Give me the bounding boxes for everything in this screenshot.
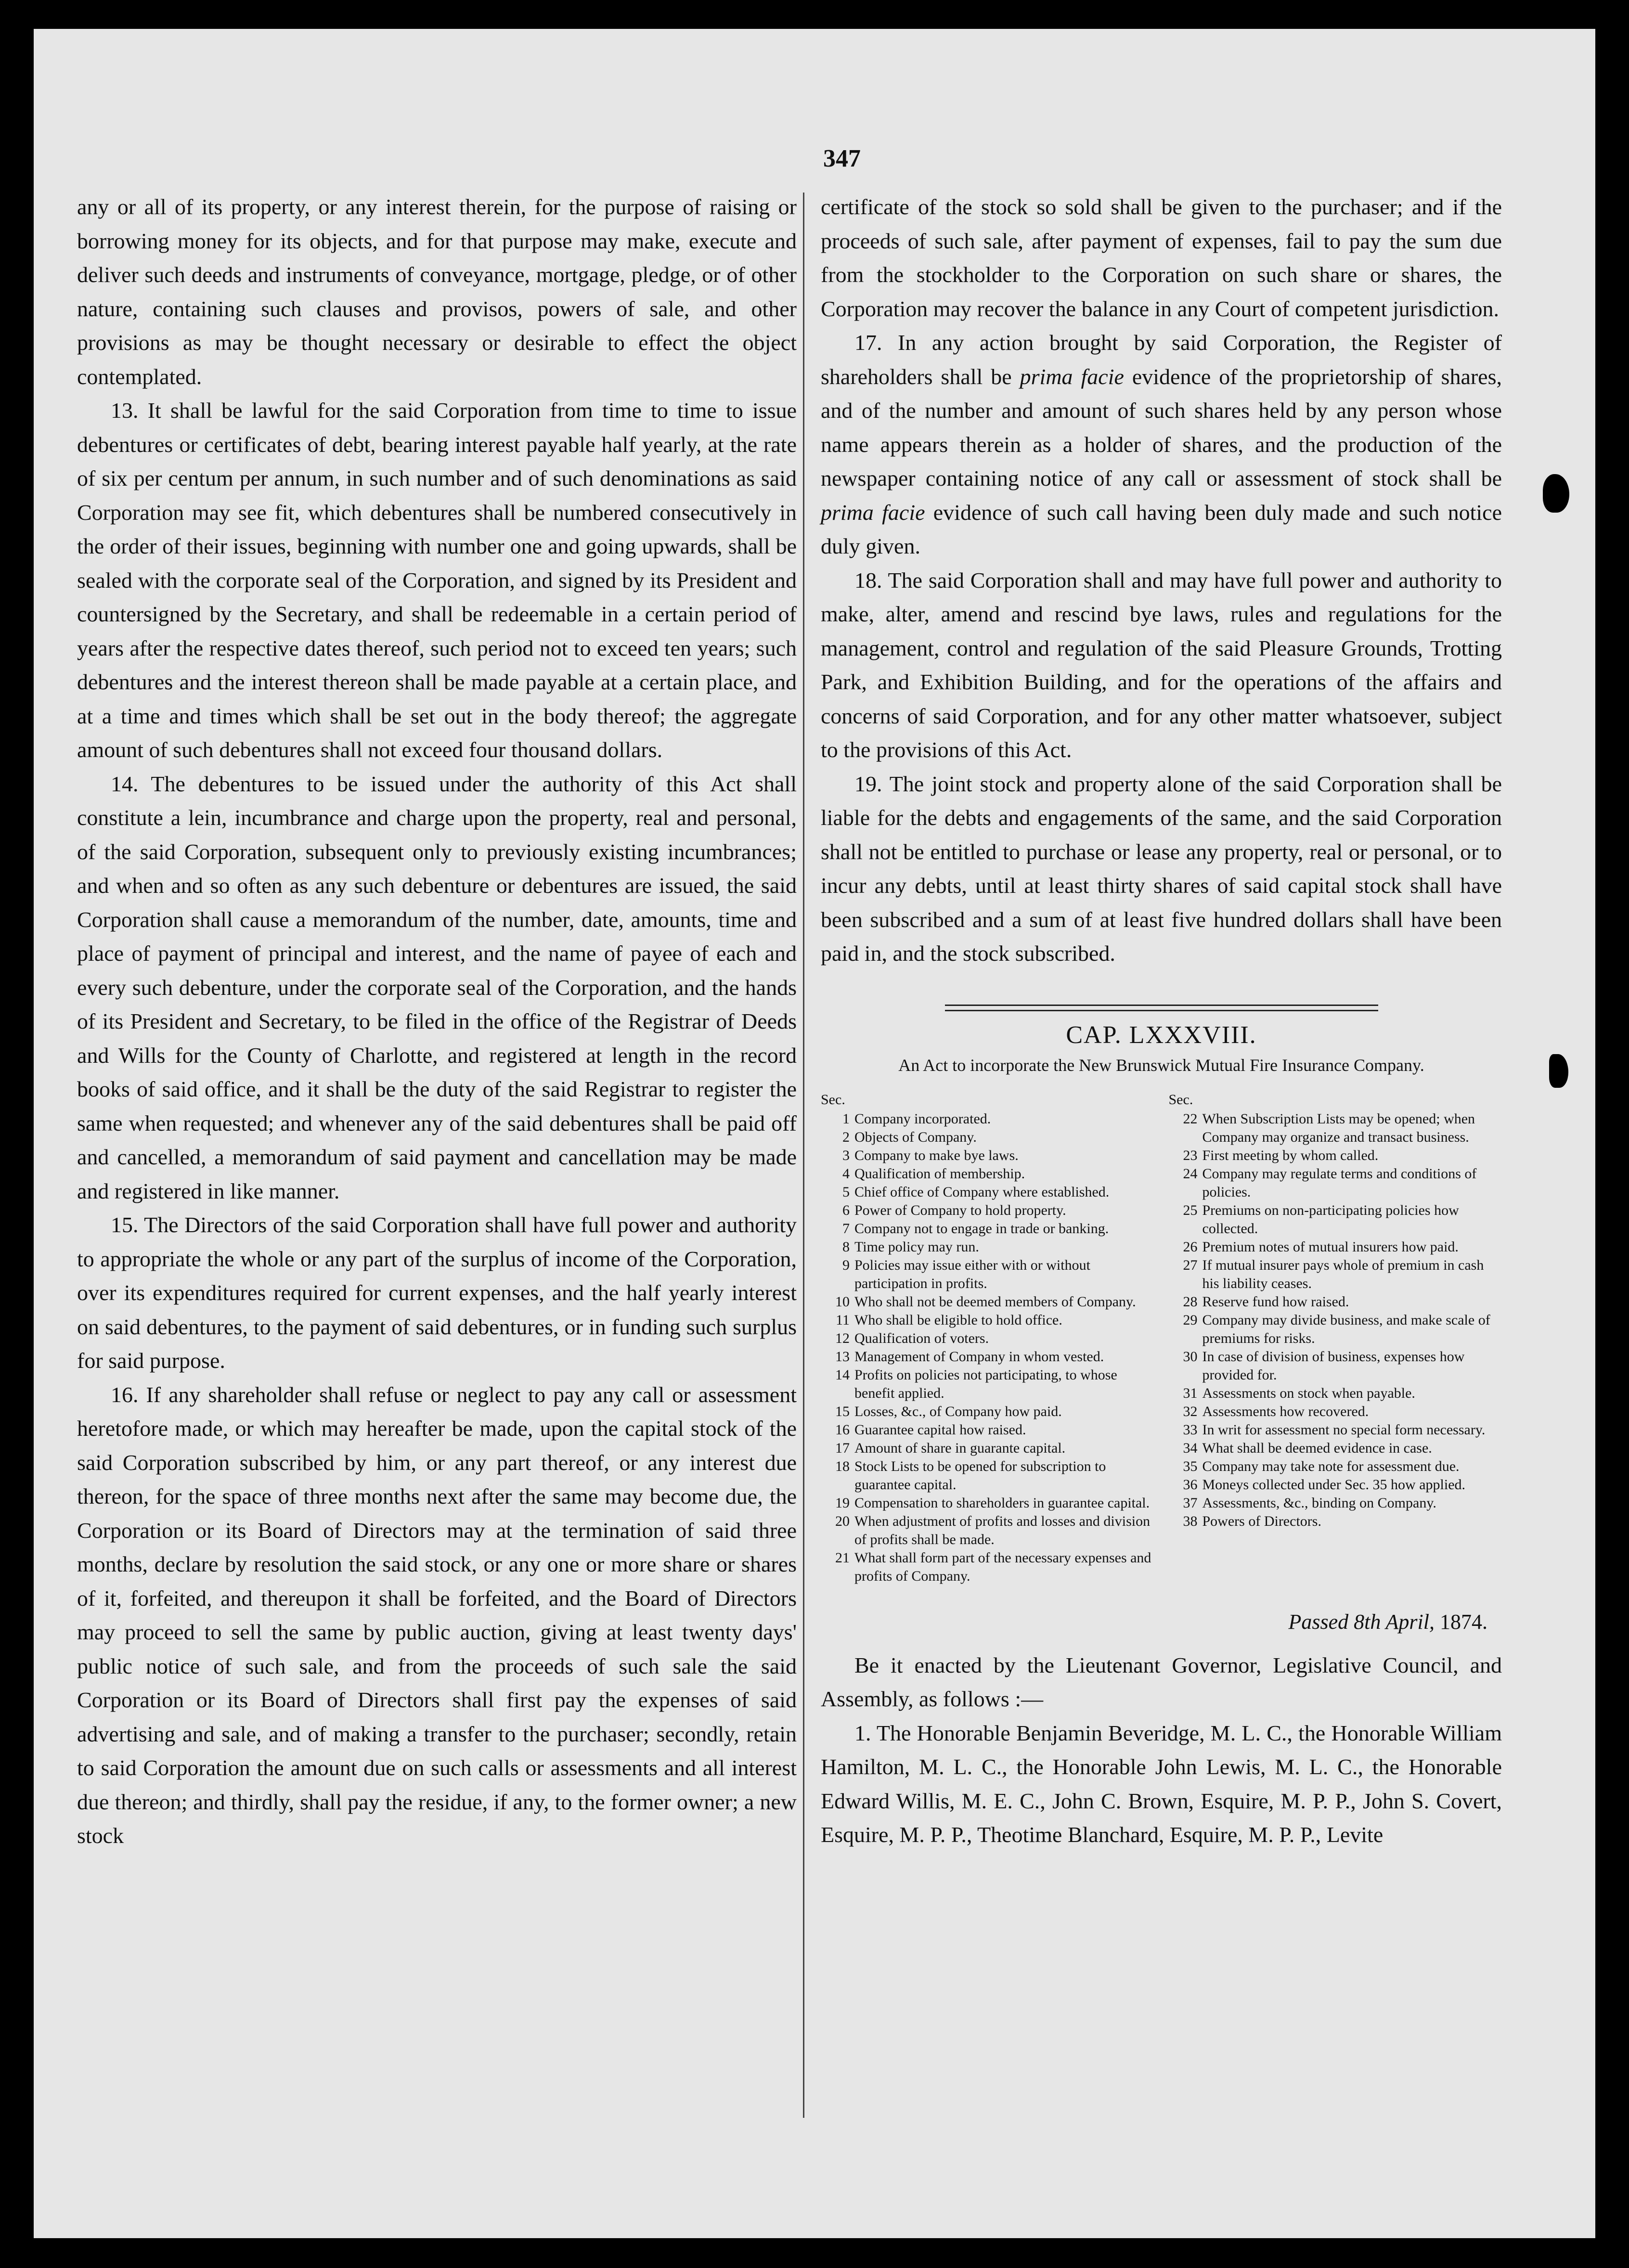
section-index-title: Stock Lists to be opened for subscription to guarantee capital. — [854, 1458, 1106, 1493]
section-19: 19. The joint stock and property alone of the said Corporation shall be liable for the debts and engagements of the same, and the said Corporation shall not be entitled to purchase or lease any property, real or personal, or to incur any debts, until at least thirty shares of said capital stock shall have been subscribed and a sum of at least five hundred dollars shall have been paid in, and the stock subscribed. — [821, 771, 1502, 966]
section-index-item — [821, 1201, 1154, 1220]
section-index-title: Amount of share in guarante capital. — [854, 1440, 1066, 1456]
section-17-part-b: evidence of the proprietorship of shares, and of the number and amount of such shares held by any person whose name appears therein as a holder of shares, and the production of the newspaper containing notice of any call or assessment of stock shall be — [821, 364, 1502, 490]
section-index-header: Sec. — [1168, 1091, 1193, 1108]
section-index-item — [821, 1494, 1154, 1512]
section-index-number: 25 — [1183, 1202, 1198, 1218]
section-index-number: 7 — [842, 1220, 850, 1237]
section-index-title: Assessments, &c., binding on Company. — [1202, 1495, 1436, 1511]
section-index-title: When Subscription Lists may be opened; when Company may organize and transact business. — [1202, 1110, 1475, 1145]
section-index-item — [821, 1147, 1154, 1165]
section-index-item — [821, 1348, 1154, 1366]
section-index-title: Who shall be eligible to hold office. — [854, 1312, 1062, 1328]
section-index-title: Time policy may run. — [854, 1238, 979, 1255]
section-index-item — [1169, 1494, 1502, 1512]
section-index-item — [821, 1220, 1154, 1238]
section-index-number: 16 — [835, 1421, 850, 1438]
section-index-number: 33 — [1183, 1421, 1198, 1438]
section-index-item — [821, 1457, 1154, 1494]
section-index-number: 23 — [1183, 1147, 1198, 1163]
section-17-part-c: evidence of such call having been duly made and such notice duly given. — [821, 500, 1502, 558]
section-index-item — [821, 1293, 1154, 1311]
section-index-number: 8 — [842, 1238, 850, 1255]
double-rule-divider — [945, 1005, 1378, 1011]
right-column — [821, 190, 1502, 1852]
prima-facie-2: prima facie — [821, 500, 925, 525]
section-index — [821, 1091, 1502, 1585]
section-index-number: 14 — [835, 1366, 850, 1383]
section-index-title: Company to make bye laws. — [854, 1147, 1019, 1163]
section-index-number: 30 — [1183, 1348, 1198, 1365]
section-index-title: Powers of Directors. — [1202, 1513, 1321, 1529]
section-index-title: What shall be deemed evidence in case. — [1202, 1440, 1432, 1456]
section-index-title: Objects of Company. — [854, 1129, 977, 1145]
section-index-item — [1169, 1476, 1502, 1494]
section-index-title: Premiums on non-participating policies how collected. — [1202, 1202, 1459, 1237]
section-14: 14. The debentures to be issued under the authority of this Act shall constitute a lein, incumbrance and charge upon the property, real and personal, of the said Corporation, subsequent only to previously existing incumbrances; and when and so often as any such debenture or debentures are issued, the said Corporation shall cause a memorandum of the number, date, amounts, time and place of payment of principal and interest, and the name of payee of each and every such debenture, under the corporate seal of the Corporation, and the hands of its President and Secretary, to be filed in the office of the Registrar of Deeds and Wills for the County of Charlotte, and registered at length in the record books of said office, and it shall be the duty of the said Registrar to register the same when requested; and whenever any of the said debentures shall be paid off and cancelled, a memorandum of said payment and cancellation may be made and registered in like manner. — [77, 771, 797, 1203]
section-index-number: 36 — [1183, 1476, 1198, 1493]
ink-blot — [1543, 474, 1569, 513]
section-index-item — [821, 1549, 1154, 1585]
section-index-number: 17 — [835, 1440, 850, 1456]
section-index-item — [1169, 1439, 1502, 1457]
section-index-number: 26 — [1183, 1238, 1198, 1255]
section-index-title: In writ for assessment no special form necessary. — [1202, 1421, 1486, 1438]
section-index-title: Who shall not be deemed members of Company. — [854, 1293, 1136, 1310]
section-index-title: Moneys collected under Sec. 35 how applied. — [1202, 1476, 1466, 1493]
section-index-title: When adjustment of profits and losses and division of profits shall be made. — [854, 1513, 1151, 1547]
section-index-title: Qualification of membership. — [854, 1165, 1025, 1182]
section-13: 13. It shall be lawful for the said Corporation from time to time to issue debentures or certificates of debt, bearing interest payable half yearly, at the rate of six per centum per annum, in such number and of such denominations as said Corporation may see fit, which debentures shall be numbered consecutively in the order of their issues, beginning with number one and going upwards, shall be sealed with the corporate seal of the Corporation, and signed by its President and countersigned by the Secretary, and shall be redeemable in a certain period of years after the respective dates thereof, such period not to exceed ten years; such debentures and the interest thereon shall be made payable at a certain place, and at a time and times which shall be set out in the body thereof; the aggregate amount of such debentures shall not exceed four thousand dollars. — [77, 398, 797, 762]
section-index-item — [821, 1512, 1154, 1549]
paragraph-continued: any or all of its property, or any interest therein, for the purpose of raising or borrowing money for its objects, and for that purpose may make, execute and deliver such deeds and instruments of conveyance, mortgage, pledge, or of other nature, containing such clauses and provisos, powers of sale, and other provisions as may be thought necessary or desirable to effect the object contemplated. — [77, 194, 797, 389]
section-index-number: 24 — [1183, 1165, 1198, 1182]
section-index-item — [821, 1421, 1154, 1439]
chapter-title: CAP. LXXXVIII. — [1066, 1021, 1257, 1049]
section-index-title: Reserve fund how raised. — [1202, 1293, 1349, 1310]
section-index-item — [821, 1110, 1154, 1128]
section-index-number: 1 — [842, 1110, 850, 1127]
section-index-number: 18 — [835, 1458, 850, 1474]
section-18: 18. The said Corporation shall and may have full power and authority to make, alter, amend and rescind bye laws, rules and regulations for the management, control and regulation of the said Pleasure Grounds, Trotting Park, and Exhibition Building, and for the operations of the affairs and concerns of said Corporation, and for any other matter whatsoever, subject to the provisions of this Act. — [821, 567, 1502, 762]
column-divider — [803, 193, 804, 2118]
section-index-number: 37 — [1183, 1495, 1198, 1511]
section-index-item — [821, 1128, 1154, 1147]
section-15: 15. The Directors of the said Corporation shall have full power and authority to appropriate the whole or any part of the surplus of income of the Corporation, over its expenditures required for current expenses, and the half yearly interest on said debentures, to the payment of said debentures, or in funding such surplus for said purpose. — [77, 1212, 797, 1373]
section-index-item — [1169, 1110, 1502, 1147]
section-index-title: Company may regulate terms and conditions of policies. — [1202, 1165, 1477, 1200]
section-index-number: 29 — [1183, 1312, 1198, 1328]
section-index-title: Premium notes of mutual insurers how paid. — [1202, 1238, 1459, 1255]
section-17 — [821, 326, 1502, 564]
section-index-item — [1169, 1201, 1502, 1238]
section-index-title: Losses, &c., of Company how paid. — [854, 1403, 1062, 1419]
section-index-title: Compensation to shareholders in guarantee capital. — [854, 1495, 1150, 1511]
section-index-title: Power of Company to hold property. — [854, 1202, 1066, 1218]
section-index-title: First meeting by whom called. — [1202, 1147, 1379, 1163]
act-title: An Act to incorporate the New Brunswick Mutual Fire Insurance Company. — [898, 1055, 1424, 1075]
section-index-number: 21 — [835, 1549, 850, 1566]
section-index-number: 34 — [1183, 1440, 1198, 1456]
section-index-number: 20 — [835, 1513, 850, 1529]
section-index-item — [821, 1183, 1154, 1201]
left-column — [77, 190, 797, 1853]
section-index-number: 38 — [1183, 1513, 1198, 1529]
section-index-title: Assessments how recovered. — [1202, 1403, 1369, 1419]
section-index-item — [1169, 1384, 1502, 1403]
section-index-title: Company may divide business, and make scale of premiums for risks. — [1202, 1312, 1490, 1346]
section-index-item — [1169, 1512, 1502, 1531]
section-index-number: 35 — [1183, 1458, 1198, 1474]
section-index-number: 19 — [835, 1495, 850, 1511]
prima-facie-1: prima facie — [1020, 364, 1124, 389]
passed-date — [821, 1610, 1487, 1634]
section-index-item — [1169, 1457, 1502, 1476]
page-number: 347 — [823, 145, 861, 172]
section-index-number: 5 — [842, 1184, 850, 1200]
section-index-title: If mutual insurer pays whole of premium in cash his liability ceases. — [1202, 1257, 1484, 1291]
section-index-number: 27 — [1183, 1257, 1198, 1273]
section-index-number: 15 — [835, 1403, 850, 1419]
section-index-item — [1169, 1165, 1502, 1201]
section-1: 1. The Honorable Benjamin Beveridge, M. L. C., the Honorable William Hamilton, M. L. C., the Honorable John Lewis, M. L. C., the Honorable Edward Willis, M. E. C., John C. Brown, Esquire, M. P. P., John S. Covert, Esquire, M. P. P., Theotime Blanchard, Esquire, M. P. P., Levite — [821, 1720, 1502, 1847]
section-index-title: Chief office of Company where established. — [854, 1184, 1110, 1200]
section-index-number: 6 — [842, 1202, 850, 1218]
section-index-number: 12 — [835, 1330, 850, 1346]
section-index-number: 28 — [1183, 1293, 1198, 1310]
section-index-title: What shall form part of the necessary expenses and profits of Company. — [854, 1549, 1151, 1584]
section-index-item — [821, 1238, 1154, 1256]
section-index-item — [1169, 1238, 1502, 1256]
section-index-right — [1169, 1091, 1502, 1585]
section-index-item — [821, 1165, 1154, 1183]
section-index-number: 22 — [1183, 1110, 1198, 1127]
section-index-title: Company incorporated. — [854, 1110, 991, 1127]
section-17-part-a: 17. In any action brought by said Corporation, the Register of shareholders shall be — [821, 330, 1502, 389]
section-index-item — [1169, 1256, 1502, 1293]
section-index-item — [821, 1329, 1154, 1348]
section-index-left — [821, 1091, 1154, 1585]
passed-date-text: Passed 8th April, — [1288, 1610, 1435, 1634]
section-index-number: 11 — [836, 1312, 850, 1328]
section-index-item — [1169, 1421, 1502, 1439]
section-index-item — [821, 1311, 1154, 1329]
section-index-item — [821, 1439, 1154, 1457]
enacting-clause: Be it enacted by the Lieutenant Governor, Legislative Council, and Assembly, as follows :— — [821, 1652, 1502, 1711]
section-index-number: 13 — [835, 1348, 850, 1365]
section-index-number: 4 — [842, 1165, 850, 1182]
section-index-item — [1169, 1348, 1502, 1384]
section-index-item — [1169, 1293, 1502, 1311]
section-index-number: 2 — [842, 1129, 850, 1145]
section-index-title: Assessments on stock when payable. — [1202, 1385, 1415, 1401]
section-16-continued: certificate of the stock so sold shall be given to the purchaser; and if the proceeds of such sale, after payment of expenses, fail to pay the sum due from the stockholder to the Corporation on such share or shares, the Corporation may recover the balance in any Court of competent jurisdiction. — [821, 194, 1502, 321]
section-index-number: 10 — [835, 1293, 850, 1310]
section-index-item — [1169, 1403, 1502, 1421]
section-index-item — [1169, 1147, 1502, 1165]
section-index-item — [821, 1403, 1154, 1421]
section-16: 16. If any shareholder shall refuse or neglect to pay any call or assessment heretofore made, or which may hereafter be made, upon the capital stock of the said Corporation subscribed by him, or any part thereof, or any interest due thereon, for the space of three months next after the same may become due, the Corporation or its Board of Directors may at the termination of said three months, declare by resolution the said stock, or any one or more share or shares of it, forfeited, and thereupon it shall be forfeited, and the Board of Directors may proceed to sell the same by public auction, giving at least twenty days' public notice of such sale, and from the proceeds of such sale the said Corporation or its Board of Directors shall first pay the expenses of said advertising and sale, and of making a transfer to the purchaser; secondly, retain to said Corporation the amount due on such calls or assessments and all interest due thereon; and thirdly, shall pay the residue, if any, to the former owner; a new stock — [77, 1382, 797, 1848]
section-index-item — [1169, 1311, 1502, 1348]
section-index-item — [821, 1366, 1154, 1403]
section-index-number: 31 — [1183, 1385, 1198, 1401]
section-index-title: Policies may issue either with or without participation in profits. — [854, 1257, 1090, 1291]
section-index-header: Sec. — [821, 1091, 845, 1108]
section-index-number: 32 — [1183, 1403, 1198, 1419]
section-index-title: In case of division of business, expenses how provided for. — [1202, 1348, 1465, 1383]
passed-year: 1874. — [1440, 1610, 1487, 1634]
section-index-title: Guarantee capital how raised. — [854, 1421, 1026, 1438]
section-index-number: 9 — [842, 1257, 850, 1273]
section-index-title: Qualification of voters. — [854, 1330, 989, 1346]
section-index-title: Profits on policies not participating, to whose benefit applied. — [854, 1366, 1117, 1401]
section-index-number: 3 — [842, 1147, 850, 1163]
section-index-title: Company may take note for assessment due. — [1202, 1458, 1460, 1474]
section-index-item — [821, 1256, 1154, 1293]
section-index-title: Company not to engage in trade or banking. — [854, 1220, 1109, 1237]
section-index-title: Management of Company in whom vested. — [854, 1348, 1104, 1365]
